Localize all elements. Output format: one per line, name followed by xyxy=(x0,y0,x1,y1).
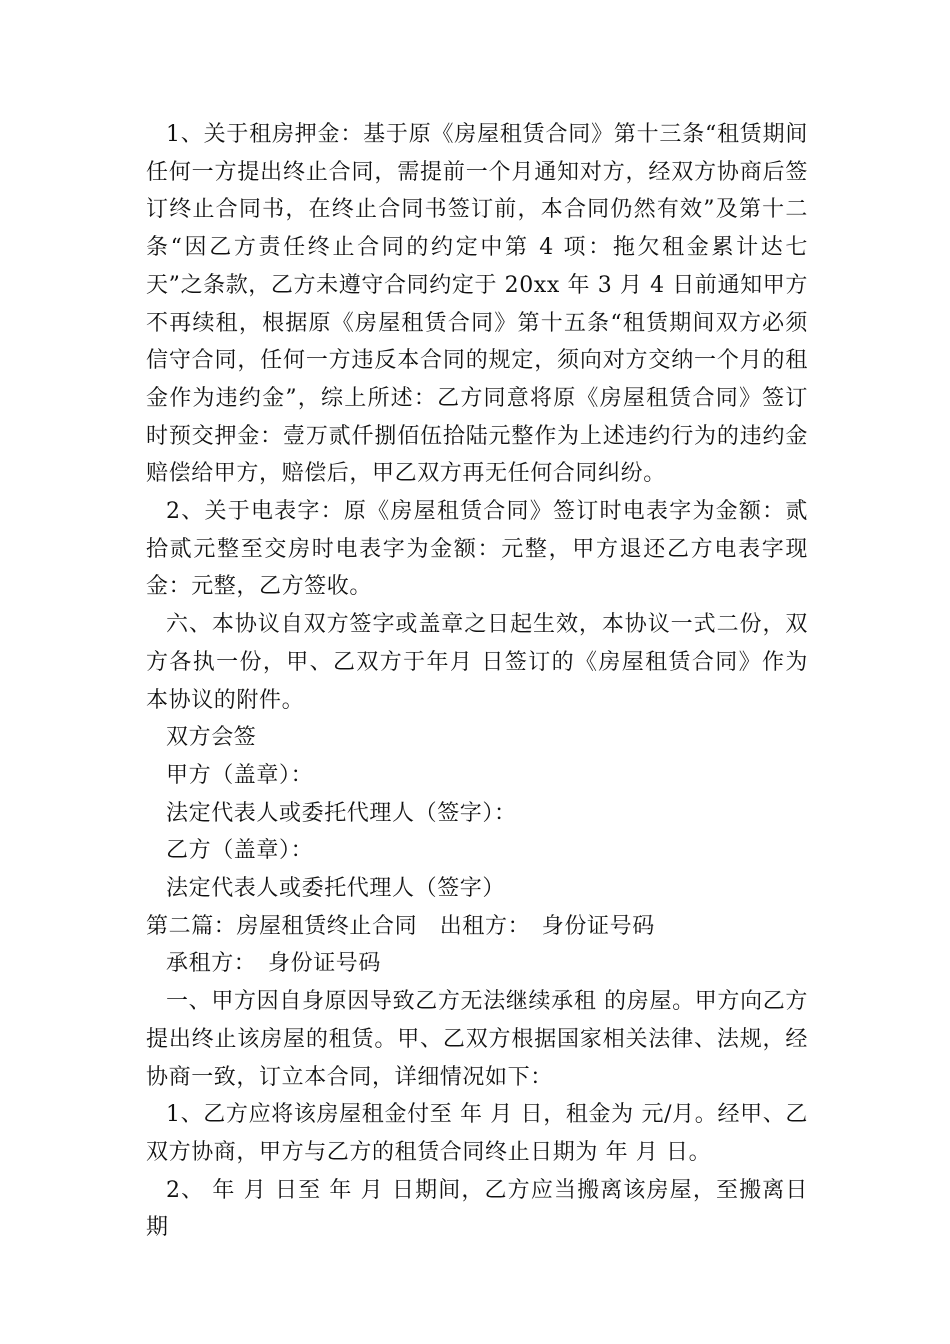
party-a-seal: 甲方（盖章）： xyxy=(166,762,314,788)
paragraph-meter: 2、关于电表字：原《房屋租赁合同》签订时电表字为金额：贰拾贰元整至交房时电表字为金额：元整，甲方退还乙方电表字现金：元整，乙方签收。 xyxy=(146,499,808,600)
party-b-seal: 乙方（盖章）： xyxy=(166,838,314,864)
party-a-representative: 法定代表人或委托代理人（签字）： xyxy=(166,800,517,826)
section-title: 第二篇：房屋租赁终止合同 出租方： 身份证号码 xyxy=(146,913,655,939)
paragraph-item-one: 1、乙方应将该房屋租金付至 年 月 日，租金为 元/月。经甲、乙双方协商，甲方与乙方的租赁合同终止日期为 年 月 日。 xyxy=(146,1102,808,1165)
paragraph-clause-one: 一、甲方因自身原因导致乙方无法继续承租 的房屋。甲方向乙方提出终止该房屋的租赁。甲、乙双方根据国家相关法律、法规，经协商一致，订立本合同，详细情况如下： xyxy=(146,989,808,1090)
document-body xyxy=(146,116,808,1247)
signatures-heading: 双方会签 xyxy=(166,725,257,751)
party-b-representative: 法定代表人或委托代理人（签字） xyxy=(166,876,506,902)
paragraph-deposit: 1、关于租房押金：基于原《房屋租赁合同》第十三条“租赁期间任何一方提出终止合同，需提前一个月通知对方，经双方协商后签订终止合同书，在终止合同书签订前，本合同仍然有效”及第十二条“因乙方责任终止合同的约定中第 4 项：拖欠租金累计达七天”之条款，乙方未遵守合同约定于 20xx 年 3 月 4 日前通知甲方不再续租，根据原《房屋租赁合同》第十五条“租赁期间双方必须信守合同，任何一方违反本合同的规定，须向对方交纳一个月的租金作为违约金”，综上所述：乙方同意将原《房屋租赁合同》签订时预交押金：壹万贰仟捌佰伍拾陆元整作为上述违约行为的违约金赔偿给甲方，赔偿后，甲乙双方再无任何合同纠纷。 xyxy=(146,122,808,487)
paragraph-item-two: 2、 年 月 日至 年 月 日期间，乙方应当搬离该房屋，至搬离日期 xyxy=(146,1177,808,1241)
paragraph-effective: 六、本协议自双方签字或盖章之日起生效，本协议一式二份，双方各执一份，甲、乙双方于年月 日签订的《房屋租赁合同》作为本协议的附件。 xyxy=(146,612,808,713)
lessee-line: 承租方： 身份证号码 xyxy=(166,951,382,977)
